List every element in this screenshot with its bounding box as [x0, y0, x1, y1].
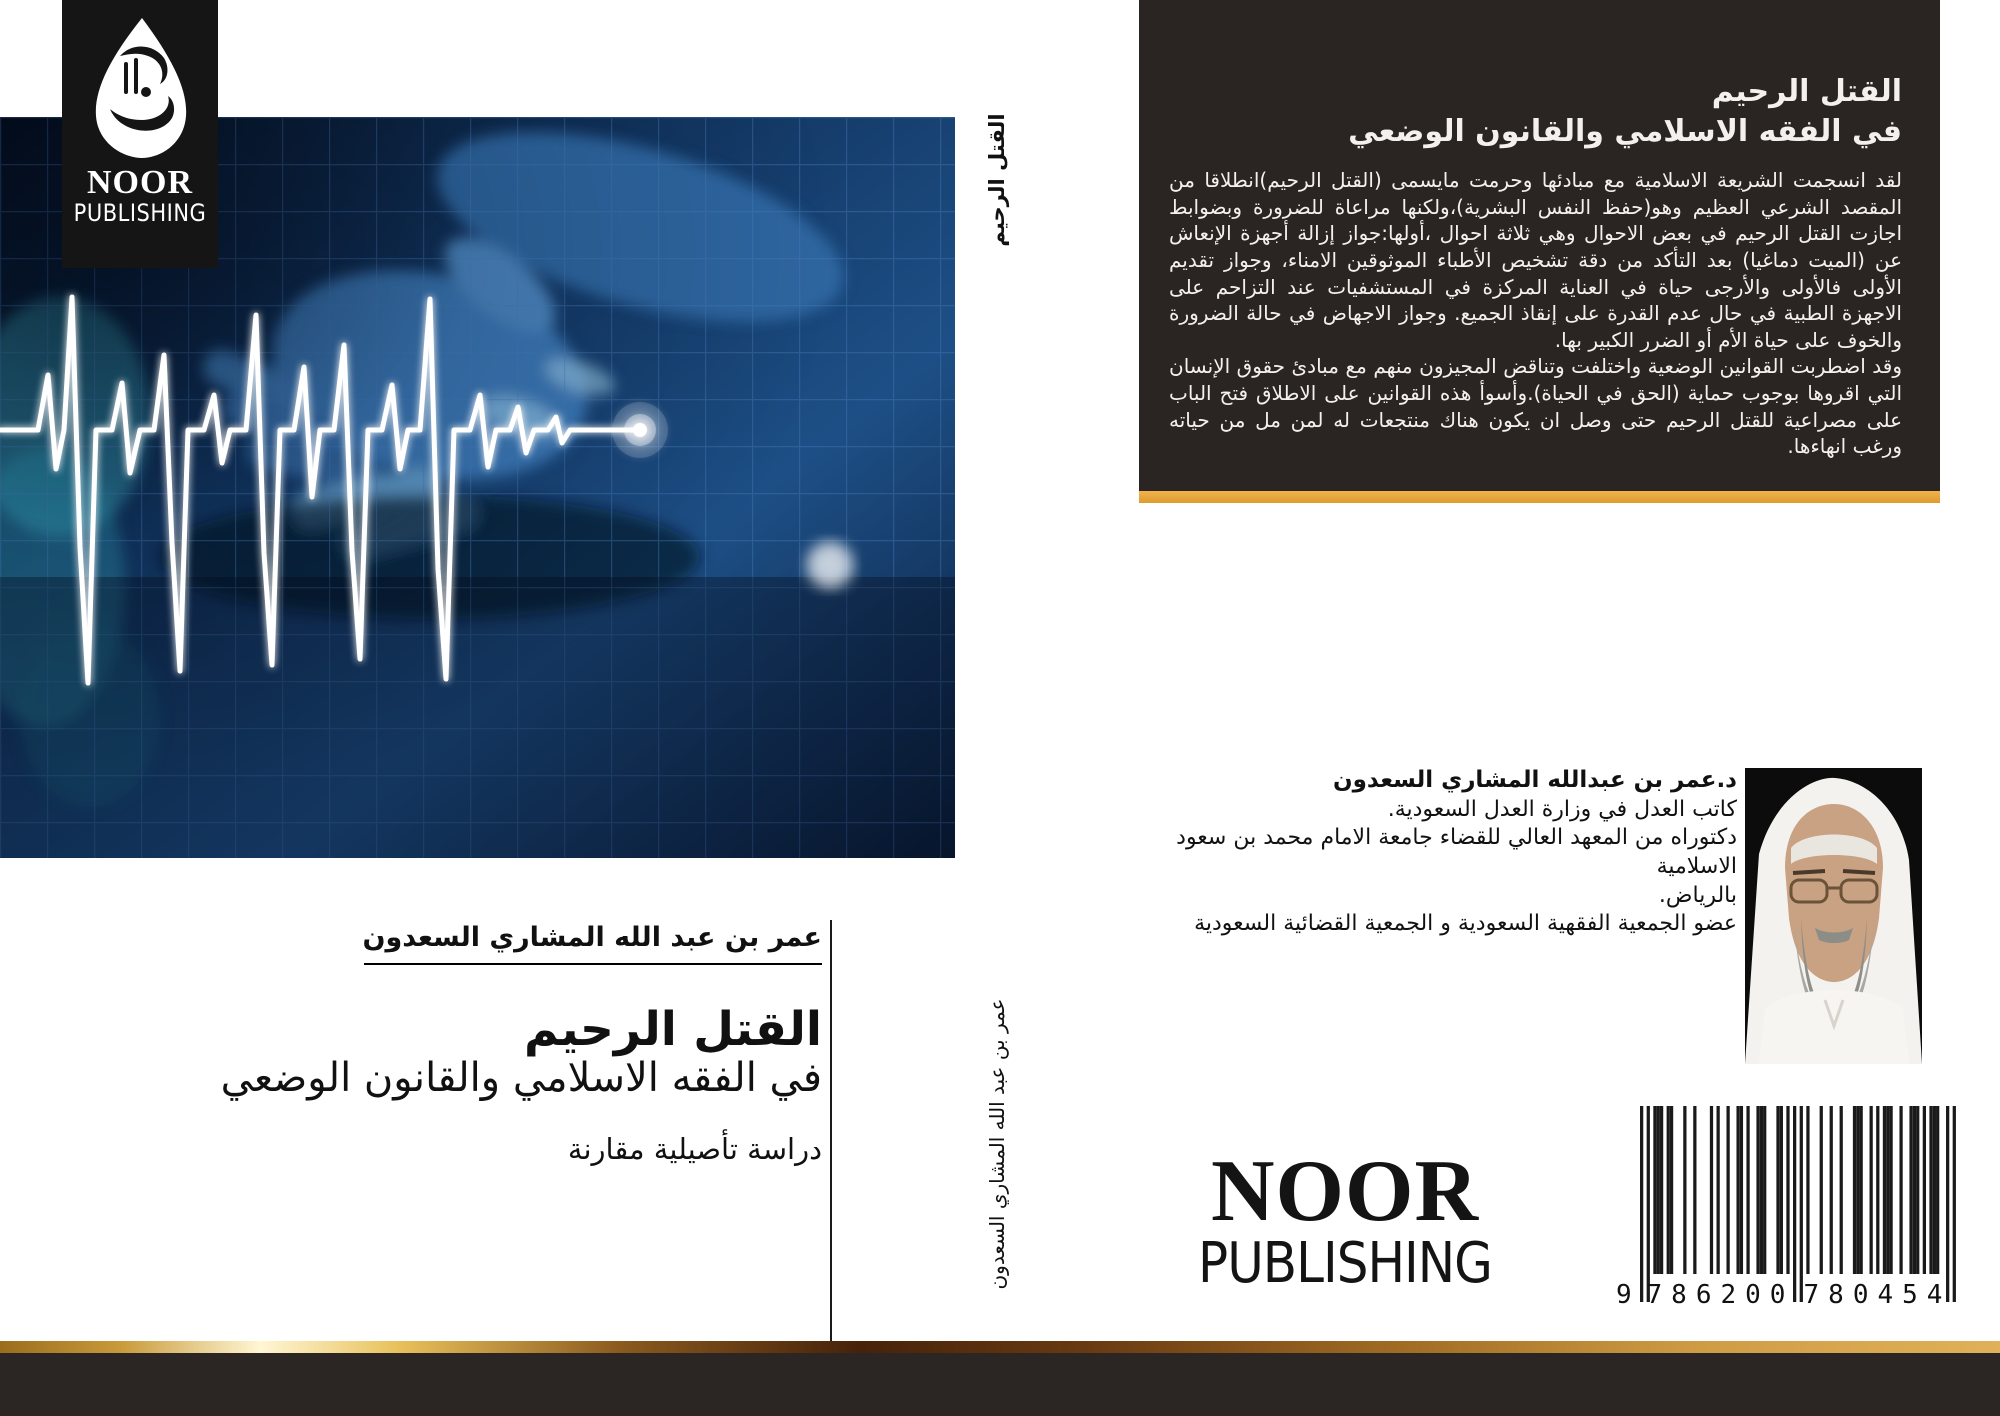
back-title-line2: في الفقه الاسلامي والقانون الوضعي [1348, 113, 1902, 149]
isbn-barcode [1616, 1106, 1956, 1318]
back-cover-blurb-box [1139, 0, 1940, 491]
front-title: القتل الرحيم [524, 1002, 822, 1058]
barcode-bars [1640, 1106, 1956, 1306]
publisher-logo-bottom [1195, 1143, 1495, 1296]
barcode-digit-group: 9 [1616, 1280, 1632, 1310]
front-subtitle: في الفقه الاسلامي والقانون الوضعي [220, 1054, 822, 1101]
bio-line: عضو الجمعية الفقهية السعودية و الجمعية القضائية السعودية [1194, 911, 1737, 937]
author-photo [1745, 768, 1922, 1064]
back-title-line1: القتل الرحيم [1711, 74, 1902, 109]
blurb-paragraph-1: لقد انسجمت الشريعة الاسلامية مع مبادئها وحرمت مايسمى (القتل الرحيم)انطلاقا من المقصد الشرعي العظيم وهو(حفظ النفس البشرية)،ولكنها مراعاة للضرورة وبضوابط اجازت القتل الرحيم في بعض الاحوال وهي ثلاثة احوال ،أولها:جواز إزالة أجهزة الإنعاش عن (الميت دماغيا) بعد التأكد من دقة تشخيص الأطباء الموثوقين الامناء، وجواز تقديم الأولى فالأولى والأرجى حياة في العناية المركزة في المستشفيات عند التزاحم على الاجهزة الطبية في حال عدم القدرة على إنقاذ الجميع. وجواز الاجهاض في حالة الضرورة والخوف على حياة الأم أو الضرر الكبير بها. [1169, 168, 1902, 352]
bottom-gold-strip [0, 1341, 2000, 1353]
bio-line: دكتوراه من المعهد العالي للقضاء جامعة الامام محمد بن سعود الاسلامية [1176, 825, 1737, 880]
logo-publishing-text: PUBLISHING [73, 199, 207, 227]
publisher-publishing-text: PUBLISHING [1198, 1230, 1492, 1296]
bio-author-name: د.عمر بن عبدالله المشاري السعدون [1332, 767, 1737, 793]
front-author-name: عمر بن عبد الله المشاري السعدون [362, 922, 822, 953]
spine-divider-line [830, 920, 832, 1341]
author-underline-rule [364, 963, 822, 965]
barcode-digits [1616, 1280, 1956, 1310]
blurb-paragraph-2: وقد اضطربت القوانين الوضعية واختلفت وتناقض المجيزون منهم مع مبادئ حقوق الإنسان التي اقروها بوجوب حماية (الحق في الحياة).وأسوأ هذه القوانين على الاطلاق فتح الباب على مصراعية للقتل الرحيم حتى وصل ان يكون هناك منتجعات له لمن مل من حياته ورغب انهاءها. [1169, 354, 1902, 459]
bottom-charcoal-band [0, 1353, 2000, 1416]
spine-title: القتل الرحيم [985, 113, 1009, 247]
bio-line: كاتب العدل في وزارة العدل السعودية. [1387, 796, 1737, 822]
lens-glare [808, 543, 852, 587]
publisher-noor-text: NOOR [1211, 1143, 1479, 1240]
bio-line: بالرياض. [1658, 882, 1737, 908]
barcode-digit-group: 786200 [1646, 1280, 1795, 1310]
spine-author: عمر بن عبد الله المشاري السعدون [985, 998, 1009, 1290]
front-cover-text [0, 922, 822, 1166]
noor-drop-icon [80, 14, 200, 164]
noor-publishing-logo [62, 0, 218, 268]
gold-accent-bar [1139, 491, 1940, 503]
barcode-digit-group: 780454 [1803, 1280, 1952, 1310]
author-bio [1100, 766, 1737, 939]
front-study-note: دراسة تأصيلية مقارنة [567, 1131, 822, 1166]
logo-noor-text: NOOR [87, 164, 193, 201]
